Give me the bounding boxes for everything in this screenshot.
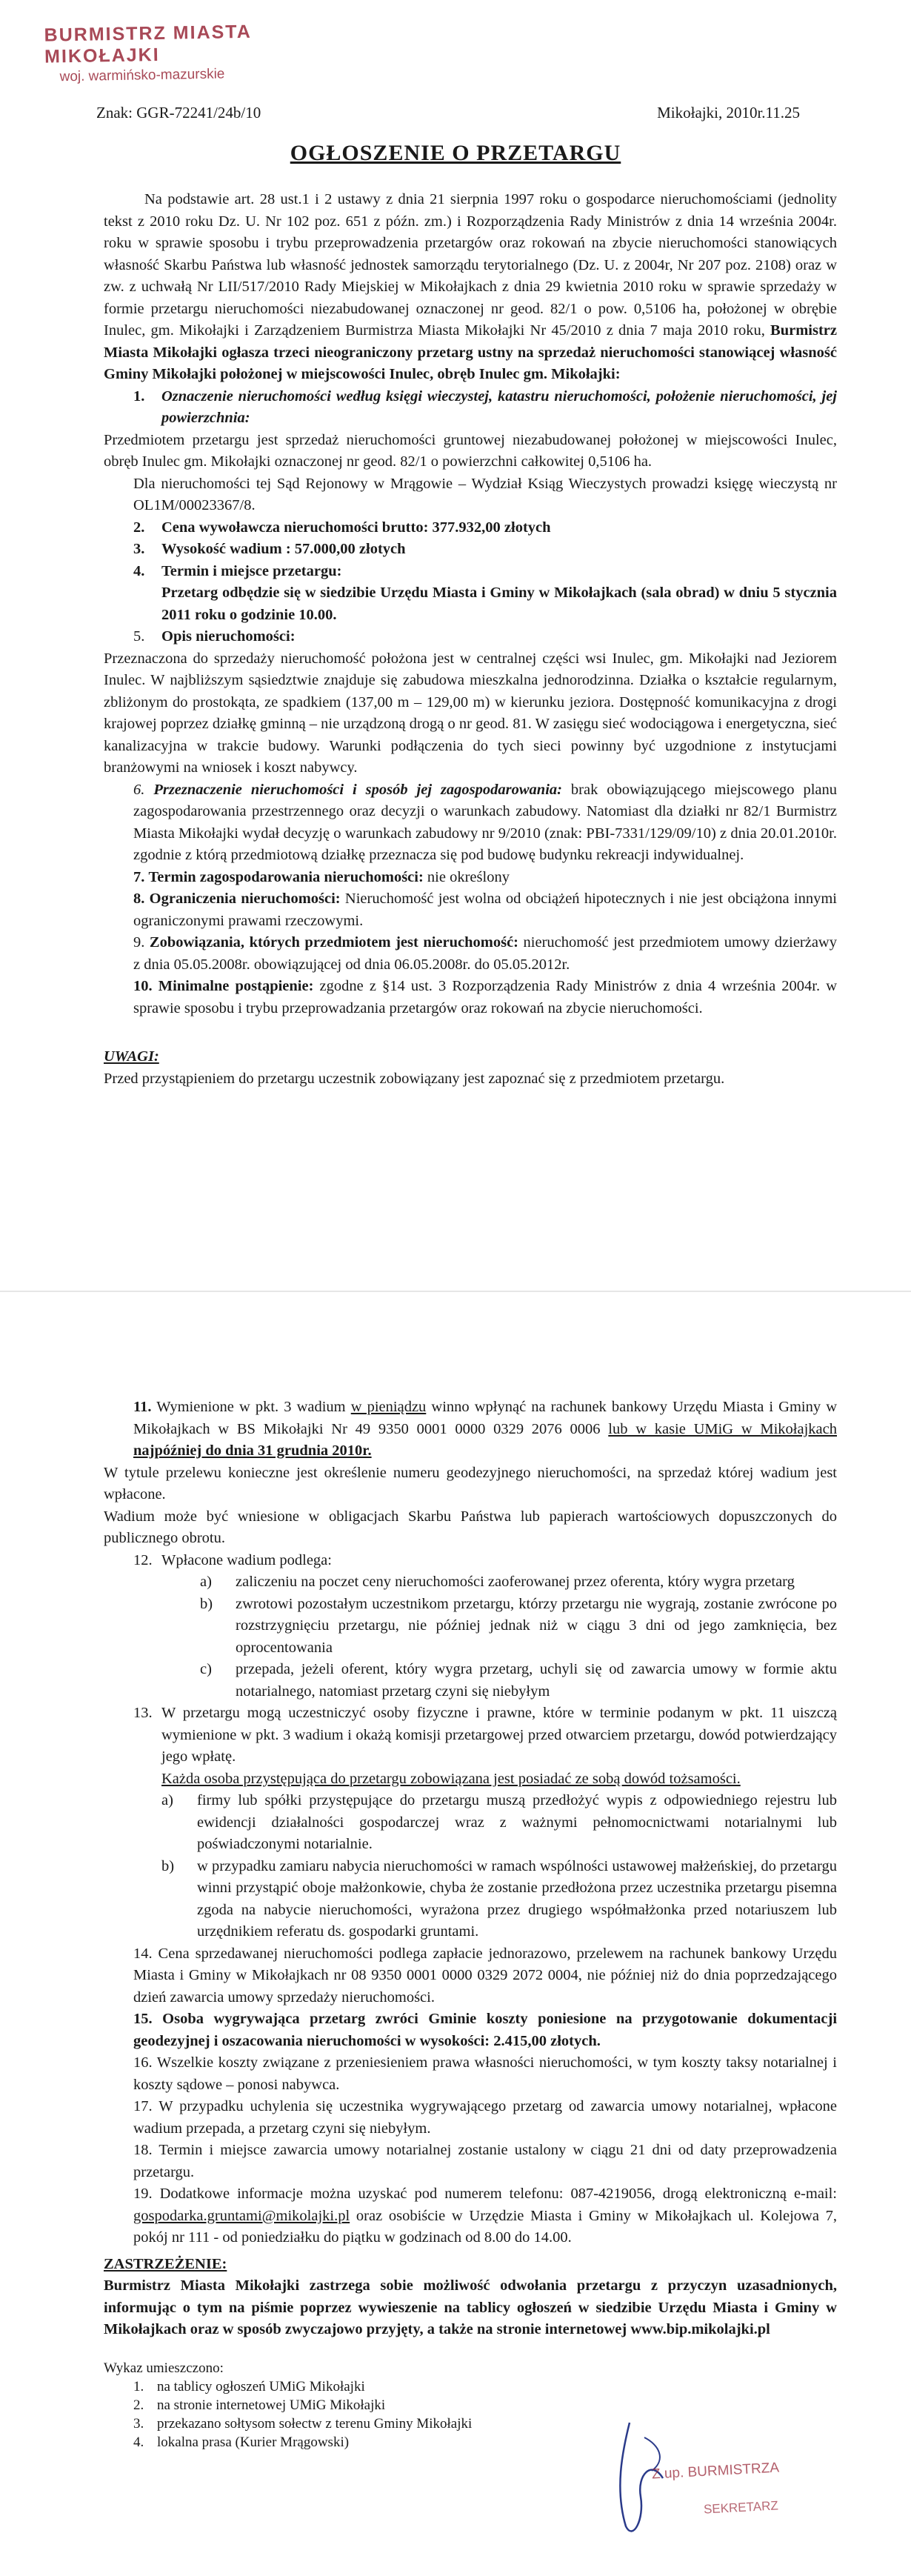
place-date: Mikołajki, 2010r.11.25 bbox=[657, 104, 800, 122]
section-13 bbox=[133, 1703, 837, 1768]
list-item bbox=[161, 1856, 837, 1943]
document-sign: Znak: GGR-72241/24b/10 bbox=[96, 104, 261, 122]
section-11 bbox=[133, 1397, 837, 1462]
list-number: 3. bbox=[133, 2415, 144, 2432]
secretary-stamp: SEKRETARZ bbox=[703, 2498, 779, 2517]
list-number: 2. bbox=[133, 2397, 144, 2413]
section-2 bbox=[133, 517, 837, 539]
list-letter: b) bbox=[200, 1595, 213, 1612]
section-4 bbox=[133, 561, 837, 583]
section-text: Cena sprzedawanej nieruchomości podlega zapłacie jednorazowo, przelewem na rachunek bankowy Urzędu Miasta i Gminy w Mikołajkach nr 08 9350 0001 0000 0329 2072 0004, nie później niż do dnia poprzedzającego dzień zawarcia umowy sprzedaży nieruchomości. bbox=[133, 1945, 837, 2006]
section-3 bbox=[133, 539, 837, 561]
section-text: nie określony bbox=[427, 868, 510, 885]
stamp-line-2: woj. warmińsko-mazurskie bbox=[59, 66, 225, 85]
list-text: w przypadku zamiaru nabycia nieruchomości w ramach wspólności ustawowej małżeńskiej, do przetargu winni przystąpić oboje małżonkowie, chyba że zostanie przedłożona przez uczestnika przetargu pisemna zgoda na nabycie nieruchomości, wyrażona przez drugiego współmałżonka przed notariuszem lub urzędnikiem referatu ds. gospodarki gruntami. bbox=[197, 1857, 837, 1940]
section-text: Termin i miejsce zawarcia umowy notarialnej zostanie ustalony w ciągu 21 dni od daty przeprowadzenia przetargu. bbox=[133, 2142, 837, 2180]
section-text: Nieruchomość jest wolna od obciążeń hipotecznych i nie jest obciążona innymi ograniczonymi prawami rzeczowymi. bbox=[133, 891, 837, 929]
section-17 bbox=[133, 2096, 837, 2140]
section-1-text-1: Przedmiotem przetargu jest sprzedaż nieruchomości gruntowej niezabudowanej położonej w miejscowości Inulec, obręb Inulec gm. Mikołajki oznaczonej nr geod. 82/1 o powierzchni całkowitej 0,5106 ha. bbox=[104, 431, 837, 470]
section-text: Wymienione w pkt. 3 wadium bbox=[156, 1399, 346, 1415]
section-16 bbox=[133, 2052, 837, 2096]
section-number: 12. bbox=[133, 1551, 153, 1568]
notes-text: Przed przystąpieniem do przetargu uczestnik zobowiązany jest zapoznać się z przedmiotem przetargu. bbox=[104, 1070, 725, 1087]
section-number: 4. bbox=[133, 562, 145, 579]
list-item bbox=[200, 1659, 837, 1703]
list-number: 1. bbox=[133, 2378, 144, 2394]
section-heading: Minimalne postąpienie: bbox=[158, 978, 314, 994]
starting-price: Cena wywoławcza nieruchomości brutto: 377.932,00 złotych bbox=[161, 519, 551, 536]
section-text: nieruchomość jest przedmiotem umowy dzierżawy z dnia 05.05.2008r. obowiązującej od dnia 06.05.2008r. do 05.05.2012r. bbox=[133, 934, 837, 973]
page-divider bbox=[0, 1291, 911, 1292]
list-number: 4. bbox=[133, 2434, 144, 2450]
list-item bbox=[133, 2377, 837, 2396]
section-text: oraz osobiście w Urzędzie Miasta i Gminy w Mikołajkach ul. Kolejowa 7, pokój nr 111 - od poniedziałku do piątku w godzinach od 8.00 do 14.00. bbox=[133, 2207, 838, 2246]
section-text: zgodne z §14 ust. 3 Rozporządzenia Rady Ministrów z dnia 4 września 2004r. w sprawie sposobu i trybu przeprowadzania przetargów oraz rokowań na zbycie nieruchomości. bbox=[133, 978, 838, 1016]
announcement-body-continued bbox=[104, 1397, 837, 2452]
section-text: Osoba wygrywająca przetarg zwróci Gminie koszty poniesione na przygotowanie dokumentacji geodezyjnej i oszacowania nieruchomości w wysokości: 2.415,00 złotych. bbox=[133, 2011, 838, 2049]
section-number: 2. bbox=[133, 519, 145, 536]
list-text: lokalna prasa (Kurier Mrągowski) bbox=[157, 2434, 350, 2450]
cash-desk-text: lub w kasie UMiG w Mikołajkach bbox=[608, 1420, 837, 1437]
office-stamp bbox=[44, 19, 356, 85]
list-text: na tablicy ogłoszeń UMiG Mikołajki bbox=[157, 2378, 365, 2394]
section-number: 3. bbox=[133, 541, 145, 557]
section-heading: Oznaczenie nieruchomości według księgi wieczystej, katastru nieruchomości, położenie nieruchomości, jej powierzchnia: bbox=[161, 387, 837, 426]
section-number: 10. bbox=[133, 978, 153, 994]
page-title: OGŁOSZENIE O PRZETARGU bbox=[290, 141, 621, 165]
list-text: firmy lub spółki przystępujące do przetargu muszą przedłożyć wypis z odpowiedniego rejestru lub ewidencji działalności gospodarczej wraz z ważnymi pełnomocnictwami notarialnymi lub poświadczonymi notarialnie. bbox=[197, 1792, 837, 1852]
deposit-deadline: najpóźniej do dnia 31 grudnia 2010r. bbox=[133, 1442, 372, 1459]
list-item bbox=[200, 1594, 837, 1660]
notes-section bbox=[104, 1046, 837, 1090]
deposit-amount: Wysokość wadium : 57.000,00 złotych bbox=[161, 541, 406, 557]
property-description: Przeznaczona do sprzedaży nieruchomość położona jest w centralnej części wsi Inulec, gm. Mikołajki nad Jeziorem Inulec. W najbliższym sąsiedztwie znajduje się zabudowa mieszkalna jednorodzinna. Działka o kształcie regularnym, zbliżonym do prostokąta, ze spadkiem (137,00 m – 129,00 m) w kierunku jeziora. Dostępność komunikacyjna z drogi krajowej poprzez działkę gminną – nie urządzoną drogą o nr geod. 81. W zasięgu sieć wodociągowa i energetyczna, sieć kanalizacyjna w trakcie budowy. Warunki podłączenia do tych sieci powinny być uzgodnione z instytucjami branżowymi na wniosek i koszt nabywcy. bbox=[104, 650, 837, 776]
section-number: 19. bbox=[133, 2186, 153, 2202]
list-text: przepada, jeżeli oferent, który wygra przetarg, uchyli się od zawarcia umowy w formie aktu notarialnego, natomiast przetarg czyni się niebyłym bbox=[236, 1661, 837, 1700]
section-12 bbox=[133, 1550, 837, 1572]
section-heading: Opis nieruchomości: bbox=[161, 628, 296, 645]
section-8 bbox=[133, 888, 837, 932]
section-6 bbox=[133, 779, 837, 867]
section-number: 8. bbox=[133, 891, 145, 907]
section-number: 15. bbox=[133, 2011, 153, 2027]
section-number: 1. bbox=[133, 387, 145, 405]
list-text: przekazano sołtysom sołectw z terenu Gminy Mikołajki bbox=[157, 2415, 473, 2432]
list-letter: b) bbox=[161, 1857, 175, 1874]
section-text: W przetargu mogą uczestniczyć osoby fizyczne i prawne, które w terminie podanym w pkt. 11 uiszczą wymienione w pkt. 3 wadium i okażą komisji przetargowej przed otwarciem przetargu, dowód potwierdzający jego wpłatę. bbox=[161, 1705, 837, 1765]
section-heading: Termin i miejsce przetargu: bbox=[161, 562, 342, 579]
intro-paragraph bbox=[104, 189, 837, 386]
section-number: 13. bbox=[133, 1705, 153, 1721]
intro-text: Na podstawie art. 28 ust.1 i 2 ustawy z dnia 21 sierpnia 1997 roku o gospodarce nieruchomościami (jednolity tekst z 2010 roku Dz. U. Nr 102 poz. 651 z późn. zm.) i Rozporządzenia Rady Ministrów z dnia 14 września 2004r. roku w sprawie sposobu i trybu przeprowadzenia przetargów oraz rokowań na zbycie nieruchomości stanowiących własność Skarbu Państwa lub własność jednostek samorządu terytorialnego (Dz. U. z 2004r, Nr 207 poz. 2108) oraz w zw. z uchwałą Nr LII/517/2010 Rady Miejskiej w Mikołajkach z dnia 29 kwietnia 2010 roku w sprawie sprzedaży w formie przetargu nieruchomości niezabudowanej oznaczonej nr geod. 82/1 o pow. 0,5106 ha, położonej w obrębie Inulec, gm. Mikołajki i Zarządzeniem Burmistrza Miasta Mikołajki Nr 45/2010 z dnia 7 maja 2010 roku, bbox=[104, 191, 837, 339]
section-5 bbox=[133, 626, 837, 648]
list-text: zwrotowi pozostałym uczestnikom przetargu, którzy przetargu nie wygrają, zostanie zwrócone po rozstrzygnięciu przetargu, nie później jednak niż w ciągu 3 dni od jego zamknięcia, bez oprocentowania bbox=[236, 1595, 837, 1656]
transfer-title-note: W tytule przelewu konieczne jest określenie numeru geodezyjnego nieruchomości, na sprzedaż której wadium jest wpłacone. bbox=[104, 1464, 837, 1502]
section-number: 7. bbox=[133, 868, 145, 885]
section-number: 11. bbox=[133, 1399, 152, 1415]
list-letter: c) bbox=[200, 1661, 212, 1677]
stamp-line-1: BURMISTRZ MIASTA MIKOŁAJKI bbox=[44, 21, 252, 67]
section-7 bbox=[133, 867, 837, 889]
section-text: W przypadku uchylenia się uczestnika wygrywającego przetarg od zawarcia umowy notarialnej, wpłacone wadium przepada, a przetarg czyni się niebyłym. bbox=[133, 2098, 837, 2137]
section-heading: Ograniczenia nieruchomości: bbox=[149, 891, 341, 907]
tender-date-place: Przetarg odbędzie się w siedzibie Urzędu Miasta i Gminy w Mikołajkach (sala obrad) w dniu 5 stycznia 2011 roku o godzinie 10.00. bbox=[161, 585, 837, 623]
header-row bbox=[96, 104, 800, 122]
bonds-note: Wadium może być wniesione w obligacjach Skarbu Państwa lub papierach wartościowych dopuszczonych do publicznego obrotu. bbox=[104, 1508, 837, 1546]
section-19 bbox=[133, 2183, 837, 2249]
section-1 bbox=[133, 386, 837, 430]
section-number: 17. bbox=[133, 2098, 153, 2114]
section-1-text-2: Dla nieruchomości tej Sąd Rejonowy w Mrągowie – Wydział Ksiąg Wieczystych prowadzi księgę wieczystą nr OL1M/00023367/8. bbox=[133, 475, 837, 513]
section-14 bbox=[133, 1943, 837, 2009]
reservation-text: Burmistrz Miasta Mikołajki zastrzega sobie możliwość odwołania przetargu z przyczyn uzasadnionych, informując o tym na piśmie poprzez wywieszenie na tablicy ogłoszeń w siedzibie Urzędu Miasta i Gminy w Mikołajkach oraz w sposób zwyczajowo przyjęty, a także na stronie internetowej www.bip.mikolajki.pl bbox=[104, 2277, 837, 2337]
section-heading: Zobowiązania, których przedmiotem jest nieruchomość: bbox=[149, 934, 519, 951]
list-letter: a) bbox=[161, 1792, 173, 1808]
intro-bold-text: Burmistrz Miasta Mikołajki ogłasza trzeci nieograniczony przetarg ustny na sprzedaż nieruchomości stanowiącej własność Gminy Mikołajki położonej w miejscowości Inulec, obręb Inulec gm. Mikołajki: bbox=[104, 322, 837, 382]
announcement-body bbox=[104, 189, 837, 1090]
section-number: 14. bbox=[133, 1945, 153, 1962]
publication-list-label: Wykaz umieszczono: bbox=[104, 2360, 224, 2376]
section-text-underlined: w pieniądzu bbox=[350, 1399, 427, 1415]
bank-account-text: winno wpłynąć na rachunek bankowy Urzędu Miasta i Gminy w Mikołajkach w BS Mikołajki Nr 49 9350 0001 0000 0329 2076 0006 bbox=[133, 1399, 838, 1437]
list-item bbox=[200, 1571, 837, 1594]
authorization-stamp: Z up. BURMISTRZA bbox=[651, 2460, 780, 2483]
section-15 bbox=[133, 2008, 837, 2052]
section-number: 9. bbox=[133, 934, 145, 951]
section-number: 6. bbox=[133, 781, 145, 798]
id-requirement: Każda osoba przystępująca do przetargu zobowiązana jest posiadać ze sobą dowód tożsamości. bbox=[161, 1770, 741, 1787]
section-10 bbox=[133, 976, 837, 1019]
section-number: 18. bbox=[133, 2142, 153, 2158]
list-letter: a) bbox=[200, 1574, 212, 1590]
section-number: 5. bbox=[133, 628, 145, 645]
list-text: na stronie internetowej UMiG Mikołajki bbox=[157, 2397, 386, 2413]
section-18 bbox=[133, 2140, 837, 2183]
reservation-label: ZASTRZEŻENIE: bbox=[104, 2255, 227, 2272]
section-heading: Wpłacone wadium podlega: bbox=[161, 1551, 332, 1568]
section-text: Wszelkie koszty związane z przeniesieniem prawa własności nieruchomości, w tym koszty taksy notarialnej i koszty sądowe – ponosi nabywca. bbox=[133, 2054, 837, 2093]
section-text: Dodatkowe informacje można uzyskać pod numerem telefonu: 087-4219056, drogą elektroniczną e-mail: bbox=[159, 2186, 837, 2202]
section-text: brak obowiązującego miejscowego planu zagospodarowania przestrzennego oraz decyzji o warunkach zabudowy. Natomiast dla działki nr 82/1 Burmistrz Miasta Mikołajki wydał decyzję o warunkach zabudowy nr 9/2010 (znak: PBI-7331/129/09/10) z dnia 20.01.2010r. zgodnie z którą przedmiotową działkę przeznacza się pod budowę budynku rekreacji indywidualnej. bbox=[133, 781, 838, 863]
section-heading: Termin zagospodarowania nieruchomości: bbox=[148, 868, 424, 885]
section-9 bbox=[133, 932, 837, 976]
list-text: zaliczeniu na poczet ceny nieruchomości zaoferowanej przez oferenta, który wygra przetarg bbox=[236, 1574, 795, 1590]
section-number: 16. bbox=[133, 2054, 153, 2071]
section-heading: Przeznaczenie nieruchomości i sposób jej zagospodarowania: bbox=[153, 781, 562, 798]
notes-label: UWAGI: bbox=[104, 1048, 159, 1065]
contact-email-link[interactable]: gospodarka.gruntami@mikolajki.pl bbox=[133, 2207, 350, 2224]
list-item bbox=[161, 1790, 837, 1856]
